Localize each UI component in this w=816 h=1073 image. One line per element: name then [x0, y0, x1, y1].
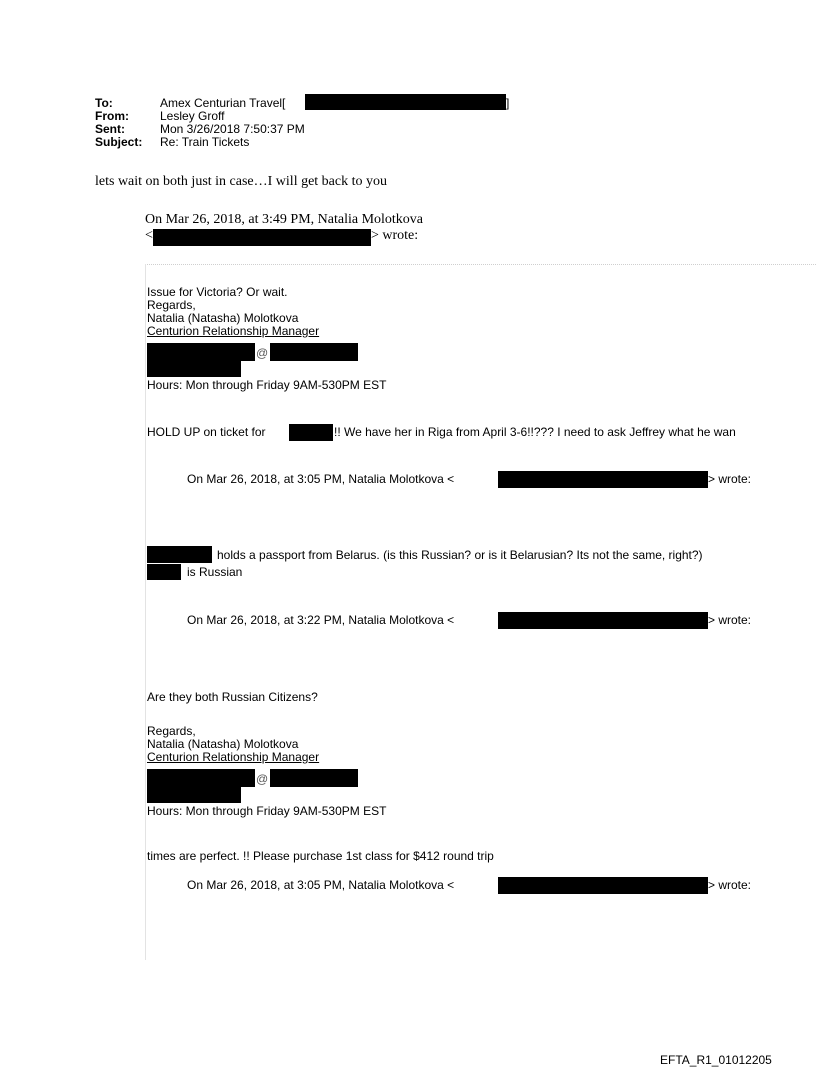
quote-divider [145, 264, 816, 265]
nested2-wrote: > wrote: [708, 613, 752, 627]
msg1-line1: Issue for Victoria? Or wait. [147, 285, 288, 299]
nested1-wrote: > wrote: [708, 472, 752, 486]
msg2-at-sign: @ [256, 772, 269, 786]
sent-label: Sent: [95, 122, 125, 136]
quote-header-wrote: > wrote: [371, 228, 419, 243]
quote-left-border [145, 264, 146, 960]
from-value: Lesley Groff [160, 109, 225, 123]
hold-up-text-start: HOLD UP on ticket for [147, 425, 266, 439]
redaction-block [305, 94, 506, 110]
passport-line-2: is Russian [187, 565, 243, 579]
redaction-block [289, 424, 333, 441]
redaction-block [147, 343, 255, 361]
nested2-header: On Mar 26, 2018, at 3:22 PM, Natalia Molotkova < [187, 613, 455, 627]
nested3-header: On Mar 26, 2018, at 3:05 PM, Natalia Molotkova < [187, 878, 455, 892]
msg1-hours: Hours: Mon through Friday 9AM-530PM EST [147, 378, 387, 392]
subject-label: Subject: [95, 135, 143, 149]
quote-header-open: < [145, 228, 153, 243]
redaction-block [498, 471, 708, 488]
redaction-block [498, 612, 708, 629]
msg2-hours: Hours: Mon through Friday 9AM-530PM EST [147, 804, 387, 818]
redaction-block [147, 769, 255, 787]
to-label: To: [95, 96, 113, 110]
from-label: From: [95, 109, 129, 123]
msg1-sender-name: Natalia (Natasha) Molotkova [147, 311, 299, 325]
purchase-instruction: times are perfect. !! Please purchase 1st class for $412 round trip [147, 849, 494, 863]
passport-line: holds a passport from Belarus. (is this Russian? or is it Belarusian? Its not the same, right?) [217, 548, 703, 562]
msg2-regards: Regards, [147, 724, 196, 738]
redaction-block [147, 787, 241, 803]
to-close-bracket: ] [506, 96, 510, 110]
quote-header-line1: On Mar 26, 2018, at 3:49 PM, Natalia Molotkova [145, 212, 424, 227]
nested3-wrote: > wrote: [708, 878, 752, 892]
bates-number: EFTA_R1_01012205 [660, 1053, 772, 1067]
msg1-at-sign: @ [256, 346, 269, 360]
to-name: Amex Centurian Travel[ [160, 96, 286, 110]
subject-value: Re: Train Tickets [160, 135, 250, 149]
redaction-block [498, 877, 708, 894]
redaction-block [153, 229, 371, 246]
msg1-regards: Regards, [147, 298, 196, 312]
msg2-sender-name: Natalia (Natasha) Molotkova [147, 737, 299, 751]
nested1-header: On Mar 26, 2018, at 3:05 PM, Natalia Molotkova < [187, 472, 455, 486]
redaction-block [147, 546, 212, 563]
redaction-block [147, 361, 241, 377]
msg1-sender-title: Centurion Relationship Manager [147, 324, 320, 338]
redaction-block [270, 769, 358, 787]
sent-value: Mon 3/26/2018 7:50:37 PM [160, 122, 305, 136]
redaction-block [270, 343, 358, 361]
email-body: lets wait on both just in case…I will get back to you [95, 174, 388, 189]
citizens-question: Are they both Russian Citizens? [147, 690, 318, 704]
redaction-block [147, 564, 181, 580]
hold-up-text-end: !! We have her in Riga from April 3-6!!??? I need to ask Jeffrey what he wan [334, 425, 736, 439]
msg2-sender-title: Centurion Relationship Manager [147, 750, 320, 764]
